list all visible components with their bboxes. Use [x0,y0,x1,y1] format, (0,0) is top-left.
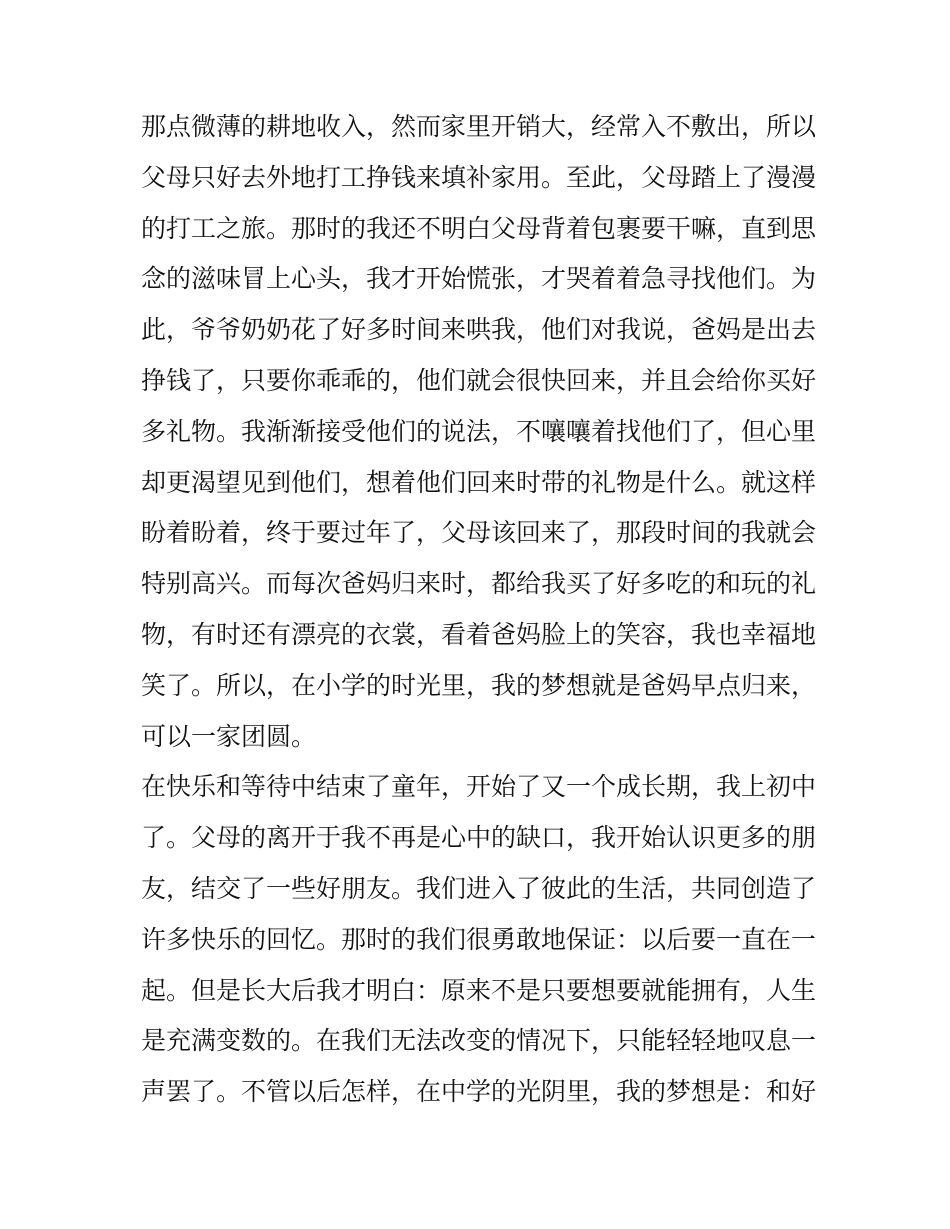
text-line: 特别高兴。而每次爸妈归来时，都给我买了好多吃的和玩的礼 [141,569,817,599]
text-line: 在快乐和等待中结束了童年，开始了又一个成长期，我上初中 [141,772,817,802]
text-line: 多礼物。我渐渐接受他们的说法，不嚷嚷着找他们了，但心里 [141,416,817,446]
paragraph-2 [141,762,817,1118]
text-line: 声罢了。不管以后怎样，在中学的光阴里，我的梦想是：和好 [141,1077,817,1107]
text-line: 却更渴望见到他们，想着他们回来时带的礼物是什么。就这样 [141,467,817,497]
body-text [141,102,817,1118]
text-line: 那点微薄的耕地收入，然而家里开销大，经常入不敷出，所以 [141,112,817,141]
text-line: 父母只好去外地打工挣钱来填补家用。至此，父母踏上了漫漫 [141,162,817,192]
text-line: 念的滋味冒上心头，我才开始慌张，才哭着着急寻找他们。为 [141,264,817,294]
text-line: 可以一家团圆。 [141,721,317,751]
text-line: 盼着盼着，终于要过年了，父母该回来了，那段时间的我就会 [141,518,817,548]
text-line: 笑了。所以，在小学的时光里，我的梦想就是爸妈早点归来， [141,670,817,700]
text-line: 挣钱了，只要你乖乖的，他们就会很快回来，并且会给你买好 [141,365,817,395]
text-line: 的打工之旅。那时的我还不明白父母背着包裹要干嘛，直到思 [141,213,817,243]
text-line: 是充满变数的。在我们无法改变的情况下，只能轻轻地叹息一 [141,1026,817,1056]
text-line: 起。但是长大后我才明白：原来不是只要想要就能拥有，人生 [141,975,817,1005]
text-line: 友，结交了一些好朋友。我们进入了彼此的生活，共同创造了 [141,873,817,903]
paragraph-1 [141,102,817,762]
text-line: 了。父母的离开于我不再是心中的缺口，我开始认识更多的朋 [141,823,817,853]
text-line: 此，爷爷奶奶花了好多时间来哄我，他们对我说，爸妈是出去 [141,315,817,345]
text-line: 物，有时还有漂亮的衣裳，看着爸妈脸上的笑容，我也幸福地 [141,619,817,649]
text-line: 许多快乐的回忆。那时的我们很勇敢地保证：以后要一直在一 [141,924,817,954]
